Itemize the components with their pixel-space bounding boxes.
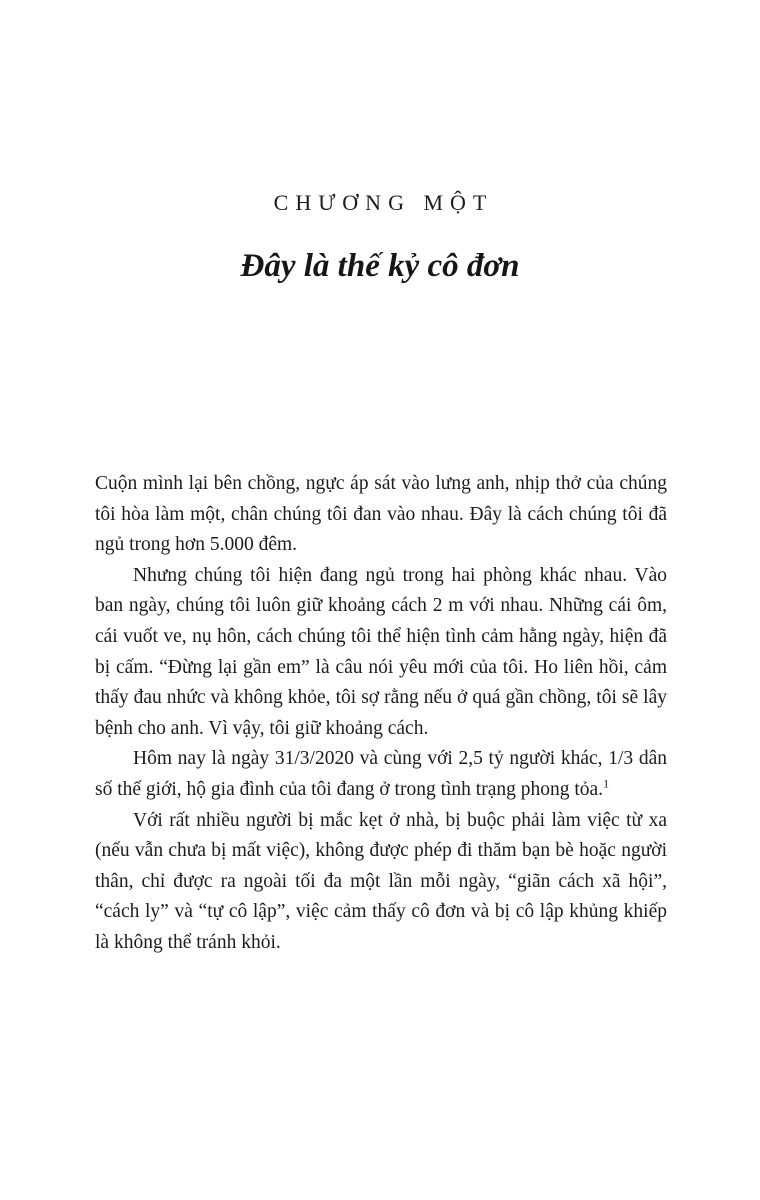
footnote-marker: 1	[603, 776, 610, 791]
paragraph-1: Cuộn mình lại bên chồng, ngực áp sát vào lưng anh, nhịp thở của chúng tôi hòa làm một, chân chúng tôi đan vào nhau. Đây là cách chúng tôi đã ngủ trong hơn 5.000 đêm.	[95, 473, 667, 556]
chapter-label: CHƯƠNG MỘT	[273, 190, 494, 215]
chapter-title: Đây là thế kỷ cô đơn	[240, 248, 520, 284]
paragraph-4: Với rất nhiều người bị mắc kẹt ở nhà, bị buộc phải làm việc từ xa (nếu vẫn chưa bị mất việc), không được phép đi thăm bạn bè hoặc người thân, chỉ được ra ngoài tối đa một lần mỗi ngày, “giãn cách xã hội”, “cách ly” và “tự cô lập”, việc cảm thấy cô đơn và bị cô lập khủng khiếp là không thể tránh khỏi.	[95, 809, 667, 953]
body-text	[95, 469, 667, 959]
paragraph-2: Nhưng chúng tôi hiện đang ngủ trong hai phòng khác nhau. Vào ban ngày, chúng tôi luôn giữ khoảng cách 2 m với nhau. Những cái ôm, cái vuốt ve, nụ hôn, cách chúng tôi thể hiện tình cảm hằng ngày, hiện đã bị cấm. “Đừng lại gần em” là câu nói yêu mới của tôi. Ho liên hồi, cảm thấy đau nhức và không khỏe, tôi sợ rằng nếu ở quá gần chồng, tôi sẽ lây bệnh cho anh. Vì vậy, tôi giữ khoảng cách.	[95, 564, 667, 739]
paragraph-3	[95, 744, 667, 805]
paragraph-3-text: Hôm nay là ngày 31/3/2020 và cùng với 2,5 tỷ người khác, 1/3 dân số thế giới, hộ gia đình của tôi đang ở trong tình trạng phong tỏa.	[95, 748, 667, 800]
